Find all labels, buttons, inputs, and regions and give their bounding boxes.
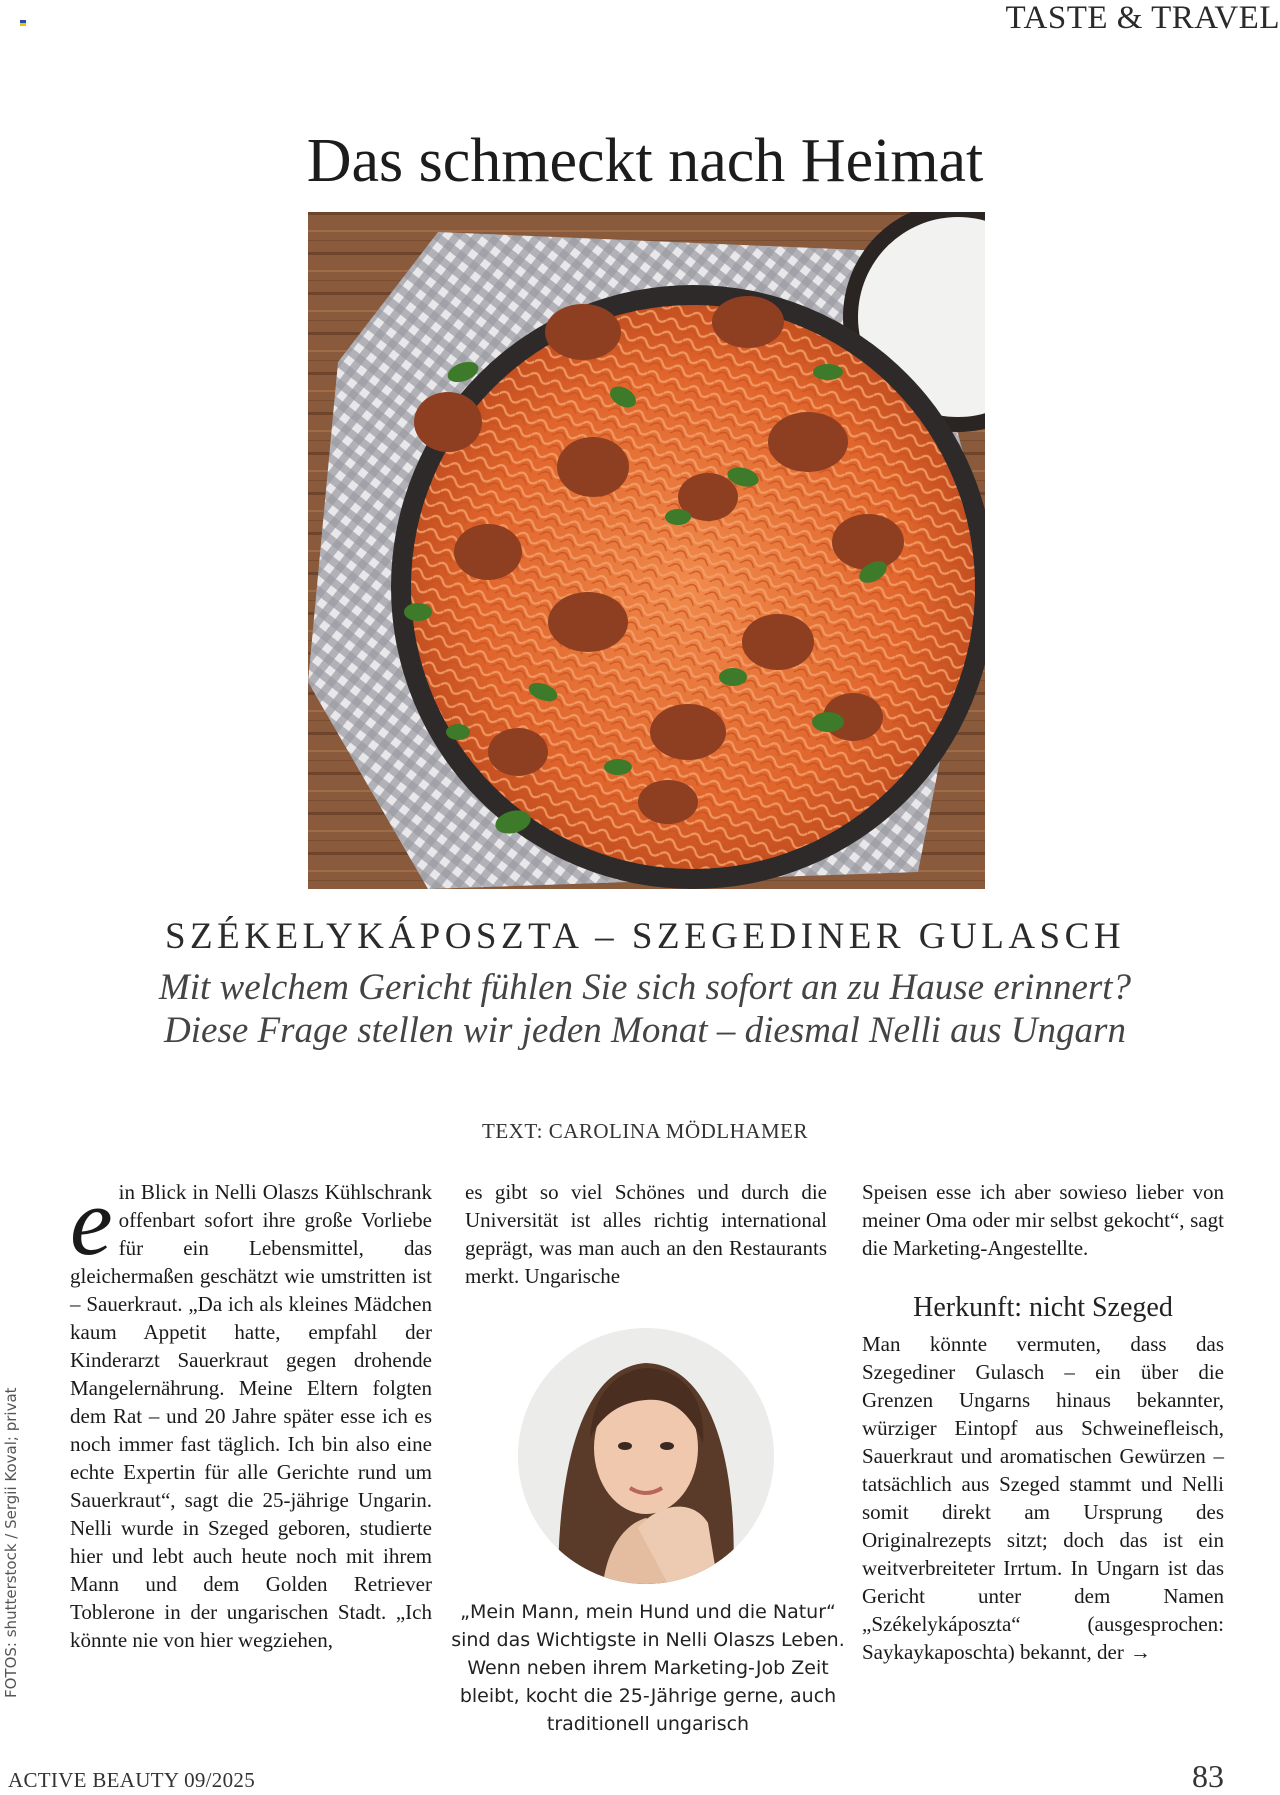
subheading: Herkunft: nicht Szeged — [913, 1292, 1173, 1323]
drop-cap: e — [70, 1168, 113, 1275]
section-label: TASTE & TRAVEL — [1005, 0, 1280, 36]
dish-title: SZÉKELYKÁPOSZTA – SZEGEDINER GULASCH — [164, 916, 1126, 957]
article-text: Man könnte vermuten, dass das Szegediner Gulasch – ein über die Grenzen Ungarns hinaus bekannter, würziger Eintopf aus Schweinefleisch, Sauerkraut und aromatischen Gewürzen – tatsächlich aus Szeged stammt und Nelli somit direkt am Ursprung des Originalrezepts sitzt; doch das ist ein weitverbreiteter Irrtum. In Ungarn ist das Gericht unter dem Namen „Székelykáposzta“ (ausgesprochen: Saykaykaposchta) bekannt, der → — [862, 1332, 1224, 1664]
photo-credits: FOTOS: shutterstock / Sergii Koval; privat — [2, 1387, 20, 1698]
byline: TEXT: CAROLINA MÖDLHAMER — [482, 1119, 808, 1143]
article-column-1 — [70, 1168, 432, 1654]
portrait-photo — [518, 1328, 774, 1584]
page-number: 83 — [1192, 1758, 1224, 1794]
flag-icon — [20, 20, 26, 26]
portrait-caption: „Mein Mann, mein Hund und die Natur“ sind das Wichtigste in Nelli Olaszs Leben. Wenn neben ihrem Marketing-Job Zeit bleibt, kocht die 25-Jährige gerne, auch traditionell ungarisch — [451, 1601, 845, 1735]
dish-photo — [308, 212, 985, 889]
article-column-3 — [862, 1178, 1224, 1666]
article-text: in Blick in Nelli Olaszs Kühlschrank offenbart sofort ihre große Vorliebe für ein Lebensmittel, das gleichermaßen geschätzt wie umstritten ist – Sauerkraut. „Da ich als kleines Mädchen kaum Appetit hatte, empfahl der Kinderarzt Sauerkraut gegen drohende Mangelernährung. Meine Eltern folgten dem Rat – und 20 Jahre später esse ich es noch immer fast täglich. Ich bin also eine echte Expertin für alle Gerichte rund um Sauerkraut“, sagt die 25-jährige Ungarin. Nelli wurde in Szeged geboren, studierte hier und lebt auch heute noch mit ihrem Mann und dem Golden Retriever Toblerone in der ungarischen Stadt. „Ich könnte nie von hier wegziehen, — [70, 1180, 432, 1652]
continue-arrow-icon: → — [1129, 1640, 1151, 1664]
article-column-2 — [465, 1178, 827, 1290]
footer-magazine: ACTIVE BEAUTY 09/2025 — [8, 1768, 255, 1792]
article-text: Speisen esse ich aber sowieso lieber von meiner Oma oder mir selbst gekocht“, sagt die Marketing-Angestellte. — [862, 1180, 1224, 1260]
page-title: Das schmeckt nach Heimat — [306, 127, 984, 195]
intro-text: Mit welchem Gericht fühlen Sie sich sofort an zu Hause erinnert? Diese Frage stellen wir jeden Monat – diesmal Nelli aus Ungarn — [158, 967, 1132, 1051]
article-text: es gibt so viel Schönes und durch die Universität ist alles richtig international geprägt, was man auch an den Restaurants merkt. Ungarische — [465, 1180, 827, 1288]
